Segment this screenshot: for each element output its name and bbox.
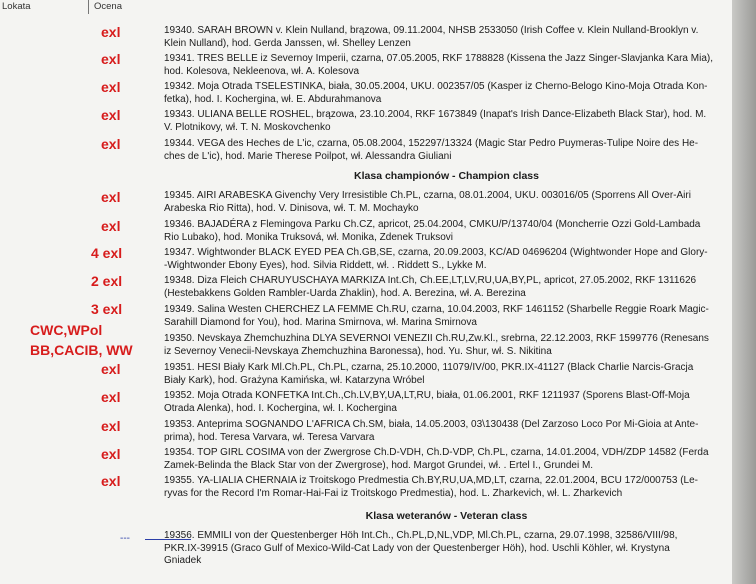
- entries-column: [164, 0, 729, 584]
- mark-19341: exl: [101, 51, 121, 67]
- header-divider: [88, 0, 89, 14]
- mark-19340: exl: [101, 24, 121, 40]
- entry-19347: 19347. Wightwonder BLACK EYED PEA Ch.GB,SE, czarna, 20.09.2003, KC/AD 04696204 (Wightwonder Hope and Glory- -Wightwonder Ebony Eyes), hod. Silvia Riddett, wł. . Riddett S., Lykke M.: [164, 247, 708, 271]
- mark-19343: exl: [101, 107, 121, 123]
- entry-19348: 19348. Diza Fleich CHARUYUSCHAYA MARKIZA Int.Ch, Ch.EE,LT,LV,RU,UA,BY,PL, apricot, 27.05.2002, RKF 1311626 (Hestebakkens Golden Rambler-Uarda Zhaklin), hod. A. Berezina, wł. A. Berezina: [164, 275, 697, 299]
- veteran-dash-mark: ---: [120, 533, 130, 544]
- entry-19341: 19341. TRES BELLE iz Severnoy Imperii, czarna, 07.05.2005, RKF 1788828 (Kissena the Jazz Singer-Slavjanka Kara Mia), hod. Kolesova, Nekleenova, wł. A. Kolesova: [164, 53, 713, 77]
- entry-19340: 19340. SARAH BROWN v. Klein Nulland, brązowa, 09.11.2004, NHSB 2533050 (Irish Coffee v. Klein Nulland-Brooklyn v. Klein Nulland), hod. Gerda Janssen, wł. Shelley Lenzen: [164, 25, 699, 49]
- entry-19349: 19349. Salina Westen CHERCHEZ LA FEMME Ch.RU, czarna, 10.04.2003, RKF 1461152 (Sharbelle Reggie Roark Magic- Sarahill Diamond for You), hod. Marina Smirnova, wł. Marina Smirnova: [164, 304, 709, 328]
- header-lokata: Lokata: [2, 1, 31, 12]
- mark-19355: exl: [101, 473, 121, 489]
- mark-19353: exl: [101, 418, 121, 434]
- mark-19352: exl: [101, 389, 121, 405]
- mark-19342: exl: [101, 79, 121, 95]
- page-edge-shadow: [732, 0, 756, 584]
- entry-19355: 19355. YA-LIALIA CHERNAIA iz Troitskogo Predmestia Ch.BY,RU,UA,MD,LT, czarna, 22.01.2004, BCU 172/000753 (Le- ryvas for the Record I'm Romar-Hai-Fai iz Troitskogo Predmestia), hod. L. Zharkevich, wł. L. Zharkevich: [164, 475, 698, 499]
- section-title-champion: Klasa championów - Champion class: [354, 170, 539, 182]
- section-title-veteran: Klasa weteranów - Veteran class: [365, 510, 528, 522]
- mark-19349: 3 exl: [91, 301, 123, 317]
- entry-19353: 19353. Anteprima SOGNANDO L'AFRICA Ch.SM, biała, 14.05.2003, 03\130438 (Del Zarzoso Loco Por Mi-Gioia at Ante- prima), hod. Teresa Varvara, wł. Teresa Varvara: [164, 419, 699, 443]
- mark-19346: exl: [101, 218, 121, 234]
- entry-19350: 19350. Nevskaya Zhemchuzhina DLYA SEVERNOI VENEZII Ch.RU,Zw.Kl., srebrna, 22.12.2003, RKF 1599776 (Renesans iz Severnoy Venecii-Nevskaya Zhemchuzhina Baronessa), hod. Yu. Shur, wł. S. Nikitina: [164, 333, 709, 357]
- entry-19346: 19346. BAJADÉRA z Flemingova Parku Ch.CZ, apricot, 25.04.2004, CMKU/P/13740/04 (Moncherrie Ozzi Gold-Lambada Rio Lubako), hod. Monika Truksová, wł. Monika, Zdenek Truksovi: [164, 219, 701, 243]
- mark-19348: 2 exl: [91, 273, 123, 289]
- entry-19351: 19351. HESI Biały Kark Ml.Ch.PL, Ch.PL, czarna, 25.10.2000, 11079/IV/00, PKR.IX-41127 (Black Charlie Narcis-Gracja Biały Kark), hod. Grażyna Kamińska, wł. Katarzyna Wróbel: [164, 362, 694, 386]
- award-line-2: BB,CACIB, WW: [30, 342, 133, 358]
- entry-19356: 19356. EMMILI von der Questenberger Höh Int.Ch., Ch.PL,D,NL,VDP, Ml.Ch.PL, czarna, 29.07.1998, 32586/VIII/98, PKR.IX-39915 (Graco Gulf of Mexico-Wild-Cat Lady von der Questenberger Höh), hod. Uschli Köhler, wł. Krystyna Gniadek: [164, 530, 678, 566]
- header-ocena: Ocena: [94, 1, 122, 12]
- entry-19352: 19352. Moja Otrada KONFETKA Int.Ch.,Ch.LV,BY,UA,LT,RU, biała, 01.06.2001, RKF 1211937 (Sporens Blast-Off-Moja Otrada Alenka), hod. I. Kochergina, wł. I. Kochergina: [164, 390, 690, 414]
- mark-19345: exl: [101, 189, 121, 205]
- entry-19354: 19354. TOP GIRL COSIMA von der Zwergrose Ch.D-VDH, Ch.D-VDP, Ch.PL, czarna, 14.01.2004, VDH/ZDP 14582 (Ferda Zamek-Belinda the Black Star von der Zwergrose), hod. Margot Grundei, wł. . Ertel I., Grundei M.: [164, 447, 709, 471]
- award-line-1: CWC,WPol: [30, 322, 103, 338]
- entry-19345: 19345. AIRI ARABESKA Givenchy Very Irresistible Ch.PL, czarna, 08.01.2004, UKU. 003016/05 (Sporrens All Over-Airi Arabeska Rio Ritta), hod. V. Dinisova, wł. T. M. Mochayko: [164, 190, 691, 214]
- entry-19344: 19344. VEGA des Heches de L'ic, czarna, 05.08.2004, 152297/13324 (Magic Star Pedro Puymeras-Tulipe Noire des He- ches de L'ic), hod. Marie Therese Poilpot, wł. Alessandra Giuliani: [164, 138, 699, 162]
- mark-19347: 4 exl: [91, 245, 123, 261]
- mark-19354: exl: [101, 446, 121, 462]
- mark-19351: exl: [101, 361, 121, 377]
- entry-19342: 19342. Moja Otrada TSELESTINKA, biała, 30.05.2004, UKU. 002357/05 (Kasper iz Cherno-Belogo Kino-Moja Otrada Kon- fetka), hod. I. Kochergina, wł. E. Abdurahmanova: [164, 81, 708, 105]
- mark-19344: exl: [101, 136, 121, 152]
- entry-19343: 19343. ULIANA BELLE ROSHEL, brązowa, 23.10.2004, RKF 1673849 (Inapat's Irish Dance-Elizabeth Black Star), hod. M. V. Plotnikovy, wł. T. N. Moskovchenko: [164, 109, 707, 133]
